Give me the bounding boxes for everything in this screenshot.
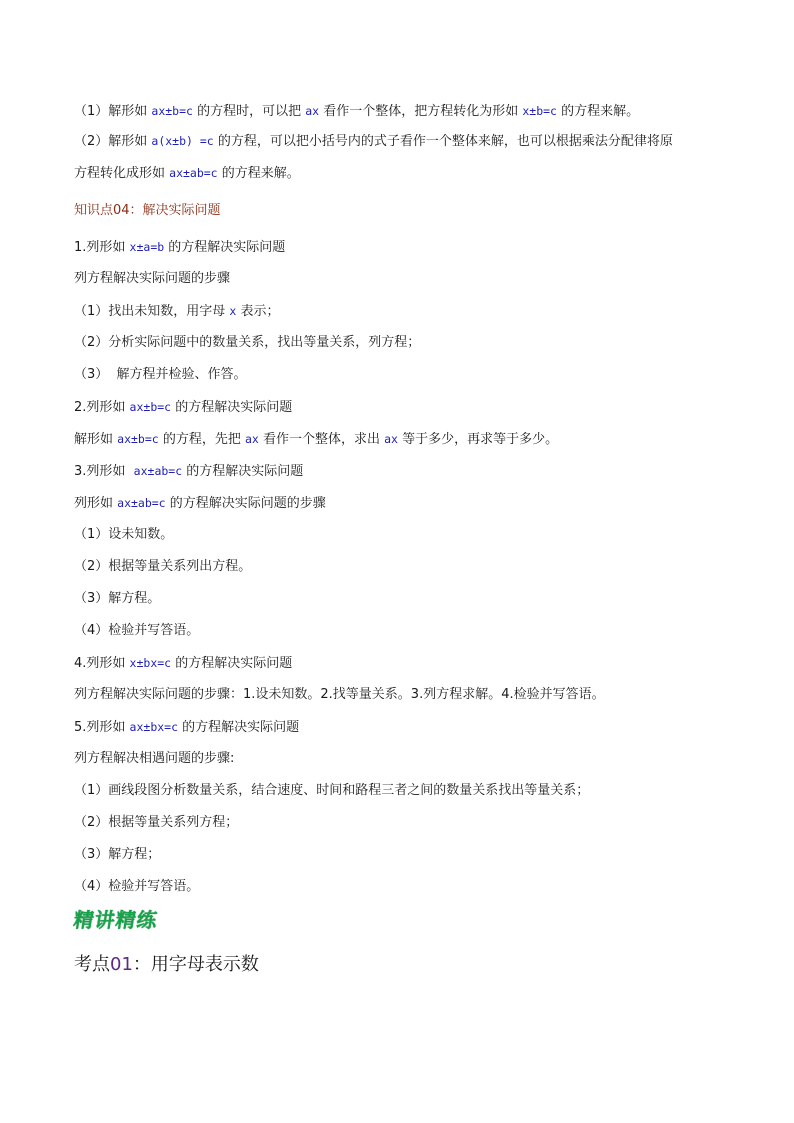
line-text: 列形如: [74, 496, 118, 511]
formula-text: ax: [384, 432, 398, 446]
text-line-item-1-step-2: [74, 334, 420, 352]
line-text: 解形如: [74, 432, 118, 447]
line-text: 的方程解决实际问题: [171, 656, 293, 671]
line-text: （4）检验并写答语。: [74, 879, 200, 894]
exam-point-title: ：用字母表示数: [132, 954, 259, 975]
line-text: 列方程解决实际问题的步骤: [74, 271, 231, 286]
text-line-item-5-step-2: [74, 814, 238, 832]
text-line-item-3-step-4: [74, 622, 199, 640]
line-text: （3）解方程。: [74, 591, 161, 606]
line-text: 知识点04：解决实际问题: [74, 203, 221, 218]
line-text: 的方程解决实际问题: [164, 240, 286, 255]
line-text: 5.列形如: [74, 720, 130, 735]
line-text: 看作一个整体，把方程转化为形如: [319, 104, 523, 119]
formula-text: x: [229, 304, 237, 318]
text-line-item-5-step-4: [74, 878, 199, 896]
text-line-item-5-title: [74, 718, 299, 737]
line-text: （2）根据等量关系列方程；: [74, 815, 239, 830]
line-text: 的方程解决实际问题: [182, 464, 304, 479]
formula-text: ax±ab=c: [169, 166, 218, 180]
line-text: （1）找出未知数，用字母: [74, 304, 230, 319]
text-line-item-5-step-3: [74, 846, 160, 864]
exam-point-number: 01: [110, 954, 133, 975]
exam-point-heading: [74, 953, 259, 977]
text-line-item-5-steps-title: [74, 750, 234, 768]
formula-text: ax±b=c: [117, 432, 159, 446]
text-line-item-4-steps: [74, 686, 605, 704]
line-text: 的方程来解。: [556, 104, 640, 119]
text-line-item-4-title: [74, 654, 292, 673]
line-text: 的方程解决实际问题: [171, 400, 293, 415]
text-line-item-3-title: [74, 462, 303, 481]
text-line-item-1-step-3: [74, 366, 247, 384]
line-text: 1.列形如: [74, 240, 130, 255]
line-text: 的方程时，可以把: [192, 104, 306, 119]
text-line-item-1-step-1: [74, 302, 279, 321]
text-line-method-1: [74, 102, 639, 121]
formula-text: x±a=b: [129, 240, 165, 254]
line-text: 表示；: [236, 304, 280, 319]
text-line-item-3-step-2: [74, 558, 251, 576]
line-text: （2）解形如: [74, 134, 152, 149]
line-text: 的方程解决实际问题的步骤: [165, 496, 326, 511]
line-text: （1）解形如: [74, 104, 152, 119]
formula-text: ax±bx=c: [129, 720, 179, 734]
line-text: 看作一个整体，求出: [258, 432, 385, 447]
formula-text: ax±b=c: [129, 400, 172, 414]
text-line-knowledge-point-04: [74, 202, 221, 220]
text-line-item-3-step-1: [74, 526, 173, 544]
formula-text: ax: [244, 432, 259, 446]
text-line-method-2-cont: [74, 164, 300, 183]
text-line-item-2-title: [74, 398, 292, 417]
line-text: （4）检验并写答语。: [74, 623, 200, 638]
line-text: 的方程，可以把小括号内的式子看作一个整体来解，也可以根据乘法分配律将原: [213, 134, 673, 149]
line-text: （1）画线段图分析数量关系，结合速度、时间和路程三者之间的数量关系找出等量关系；: [74, 783, 590, 798]
formula-text: ax: [305, 104, 320, 118]
text-line-method-2: [74, 132, 673, 151]
formula-text: ax±ab=c: [133, 464, 183, 478]
formula-text: a(x±b) =c: [151, 134, 214, 148]
line-text: 3.列形如: [74, 464, 134, 479]
line-text: 4.列形如: [74, 656, 130, 671]
line-text: 2.列形如: [74, 400, 130, 415]
formula-text: ax±b=c: [151, 104, 193, 118]
text-line-item-1-title: [74, 238, 285, 257]
line-text: 列方程解决实际问题的步骤：1.设未知数。2.找等量关系。3.列方程求解。4.检验并写答语。: [74, 687, 605, 702]
line-text: （3） 解方程并检验、作答。: [74, 367, 247, 382]
line-text: （1）设未知数。: [74, 527, 174, 542]
text-line-item-3-steps-title: [74, 494, 326, 513]
line-text: 的方程，先把: [158, 432, 245, 447]
line-text: 的方程解决实际问题: [178, 720, 300, 735]
line-text: （2）分析实际问题中的数量关系，找出等量关系，列方程；: [74, 335, 421, 350]
section-heading: 精讲精练: [72, 908, 160, 932]
formula-text: x±bx=c: [129, 656, 172, 670]
line-text: （2）根据等量关系列出方程。: [74, 559, 252, 574]
line-text: 的方程来解。: [217, 166, 300, 181]
formula-text: x±b=c: [522, 104, 557, 118]
line-text: （3）解方程；: [74, 847, 161, 862]
formula-text: ax±ab=c: [117, 496, 166, 510]
text-line-item-2-desc: [74, 430, 558, 449]
text-line-item-5-step-1: [74, 782, 589, 800]
line-text: 等于多少，再求等于多少。: [397, 432, 559, 447]
line-text: 方程转化成形如: [74, 166, 170, 181]
text-line-item-3-step-3: [74, 590, 160, 608]
text-line-item-1-steps-title: [74, 270, 230, 288]
exam-point-prefix: 考点: [74, 954, 110, 975]
line-text: 列方程解决相遇问题的步骤:: [74, 751, 235, 766]
